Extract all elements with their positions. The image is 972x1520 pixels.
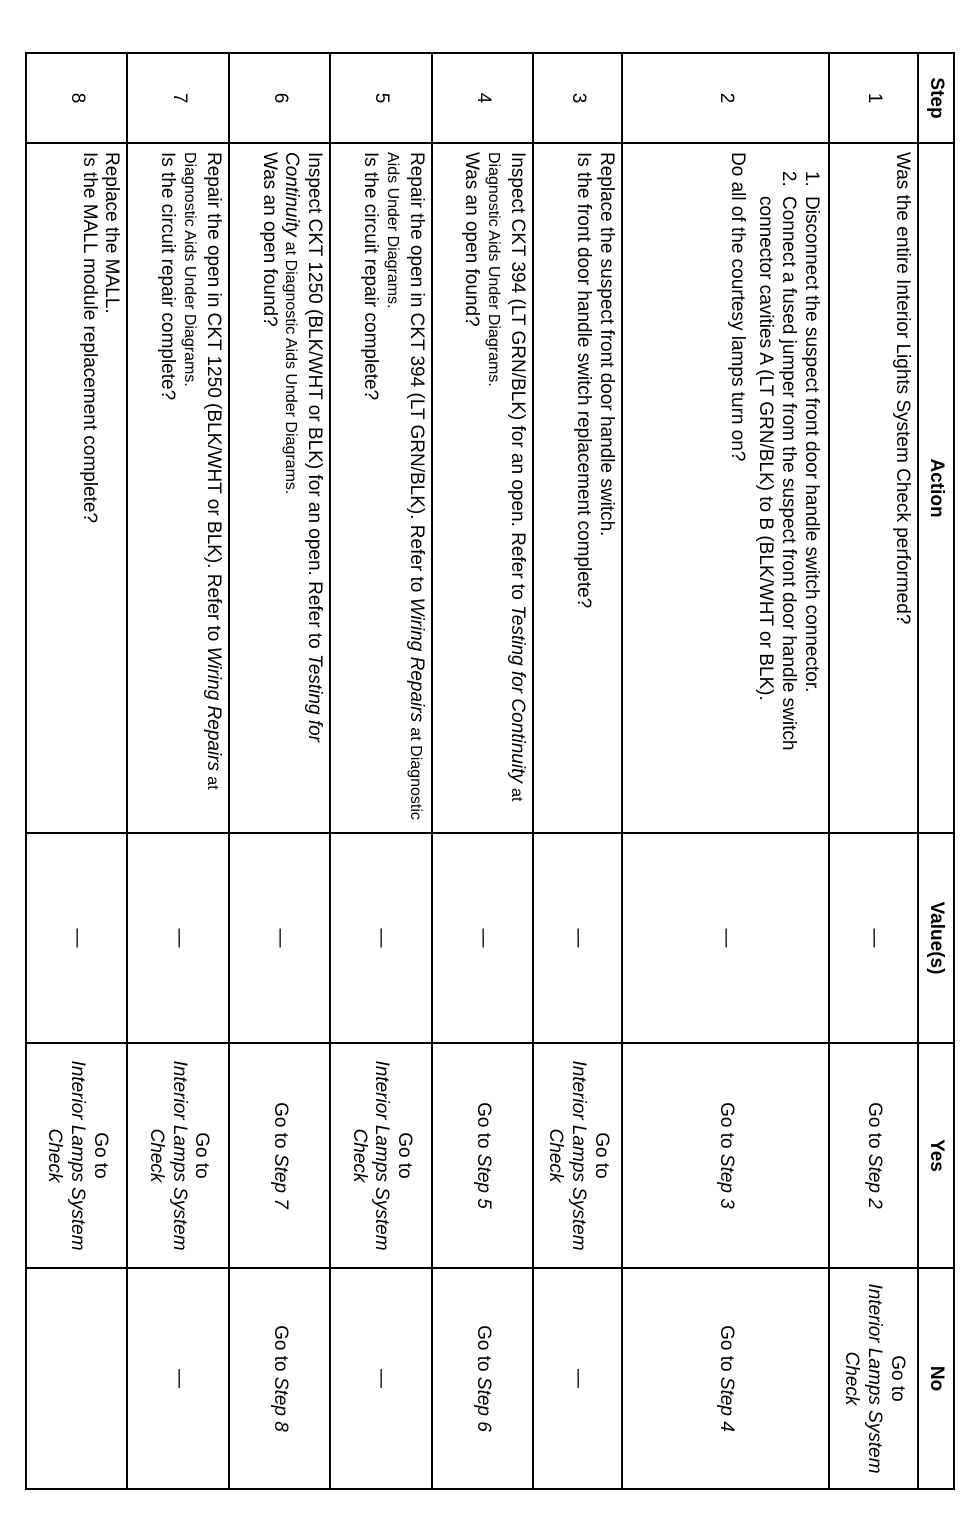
value-cell: — <box>26 833 127 1043</box>
yes-cell <box>533 1043 622 1268</box>
yes-target: Interior Lamps System Check <box>44 1060 89 1251</box>
action-question: Is the circuit repair complete? <box>157 152 179 401</box>
rotated-table-wrapper <box>25 52 955 1488</box>
value-cell: — <box>229 833 330 1043</box>
action-reference: Wiring Repairs <box>405 597 427 723</box>
no-cell <box>622 1268 829 1489</box>
yes-cell <box>229 1043 330 1268</box>
action-cell <box>432 143 533 833</box>
diagnostic-table <box>25 52 955 1490</box>
action-reference: Testing for Continuity <box>281 152 326 742</box>
action-cell <box>829 143 918 833</box>
action-text <box>280 152 326 824</box>
yes-target: Step 3 <box>715 1153 737 1209</box>
table-row <box>829 53 918 1489</box>
header-no: No <box>918 1268 954 1489</box>
yes-cell <box>127 1043 228 1268</box>
yes-target: Interior Lamps System Check <box>348 1060 393 1251</box>
action-cell <box>127 143 228 833</box>
no-target: Step 6 <box>472 1376 494 1432</box>
action-text-main: Repair the open in CKT 1250 (BLK/WHT or BLK). Refer to <box>202 152 224 642</box>
header-step: Step <box>918 53 954 143</box>
table-row <box>127 53 228 1489</box>
table-row <box>229 53 330 1489</box>
value-cell: — <box>622 833 829 1043</box>
action-question: Was an open found? <box>461 152 483 327</box>
yes-prefix: Go to <box>590 1132 612 1179</box>
yes-prefix: Go to <box>89 1132 111 1179</box>
header-yes: Yes <box>918 1043 954 1268</box>
no-prefix: Go to <box>886 1355 908 1402</box>
yes-target: Interior Lamps System Check <box>145 1060 190 1251</box>
action-text: Replace the suspect front door handle switch. <box>596 152 618 537</box>
action-reference: Wiring Repairs <box>202 646 224 772</box>
table-row <box>330 53 431 1489</box>
yes-prefix: Go to <box>472 1102 494 1154</box>
action-cell <box>622 143 829 833</box>
action-question: Is the MALL module replacement complete? <box>78 152 100 524</box>
action-reference-location: at Diagnostic Aids Under Diagrams. <box>383 152 424 820</box>
yes-target: Step 7 <box>269 1153 291 1209</box>
yes-prefix: Go to <box>394 1132 416 1179</box>
no-cell <box>829 1268 918 1489</box>
action-cell <box>26 143 127 833</box>
no-prefix: Go to <box>472 1325 494 1377</box>
no-cell: — <box>330 1268 431 1489</box>
yes-prefix: Go to <box>863 1102 885 1154</box>
value-cell: — <box>432 833 533 1043</box>
no-cell: — <box>533 1268 622 1489</box>
no-cell <box>26 1268 127 1489</box>
value-cell: — <box>829 833 918 1043</box>
action-text <box>482 152 528 824</box>
action-question: Was the entire Interior Lights System Check performed? <box>892 152 913 625</box>
no-target: Step 4 <box>715 1376 737 1432</box>
action-text-main: Inspect CKT 1250 (BLK/WHT or BLK) for an open. Refer to <box>304 152 326 649</box>
action-cell <box>330 143 431 833</box>
no-cell <box>229 1268 330 1489</box>
value-cell: — <box>330 833 431 1043</box>
yes-cell <box>622 1043 829 1268</box>
action-text-main: Repair the open in CKT 394 (LT GRN/BLK). Refer to <box>405 152 427 593</box>
value-cell: — <box>533 833 622 1043</box>
action-cell <box>229 143 330 833</box>
header-action: Action <box>918 143 954 833</box>
no-target: Interior Lamps System Check <box>841 1283 885 1474</box>
yes-prefix: Go to <box>715 1102 737 1154</box>
action-text <box>178 152 224 824</box>
no-cell <box>432 1268 533 1489</box>
no-prefix: Go to <box>715 1325 737 1377</box>
table-row <box>432 53 533 1489</box>
action-reference-location: at Diagnostic Aids Under Diagrams. <box>282 241 300 495</box>
step-number: 6 <box>229 53 330 143</box>
action-reference: Testing for Continuity <box>507 605 529 783</box>
step-number: 5 <box>330 53 431 143</box>
action-question: Was an open found? <box>258 152 280 327</box>
value-cell: — <box>127 833 228 1043</box>
action-text-main: Inspect CKT 394 (LT GRN/BLK) for an open. Refer to <box>507 152 529 600</box>
yes-cell <box>26 1043 127 1268</box>
no-cell: — <box>127 1268 228 1489</box>
step-number: 1 <box>829 53 918 143</box>
action-reference-location: at Diagnostic Aids Under Diagrams. <box>485 152 526 802</box>
yes-cell <box>432 1043 533 1268</box>
action-reference-location: at Diagnostic Aids Under Diagrams. <box>181 152 221 790</box>
action-question: Do all of the courtesy lamps turn on? <box>726 152 748 462</box>
action-steps-list <box>754 152 822 824</box>
yes-target: Interior Lamps System Check <box>545 1060 589 1251</box>
header-row <box>918 53 954 1489</box>
step-number: 3 <box>533 53 622 143</box>
yes-cell <box>829 1043 918 1268</box>
step-number: 8 <box>26 53 127 143</box>
no-target: Step 8 <box>269 1376 291 1432</box>
yes-cell <box>330 1043 431 1268</box>
header-values: Value(s) <box>918 833 954 1043</box>
table-row <box>26 53 127 1489</box>
step-number: 4 <box>432 53 533 143</box>
action-text: Replace the MALL. <box>101 152 123 314</box>
yes-target: Step 5 <box>472 1153 494 1209</box>
yes-prefix: Go to <box>191 1132 213 1179</box>
table-row <box>533 53 622 1489</box>
list-item: 2. Connect a fused jumper from the suspect front door handle switch connector cavities A (LT GRN/BLK) to B (BLK/WHT or BLK). <box>754 192 800 824</box>
yes-target: Step 2 <box>863 1153 885 1209</box>
action-cell <box>533 143 622 833</box>
no-prefix: Go to <box>269 1325 291 1377</box>
list-item: 1. Disconnect the suspect front door handle switch connector. <box>799 192 822 824</box>
step-number: 7 <box>127 53 228 143</box>
step-number: 2 <box>622 53 829 143</box>
action-question: Is the circuit repair complete? <box>360 152 382 401</box>
action-text <box>381 152 427 824</box>
table-row <box>622 53 829 1489</box>
yes-prefix: Go to <box>269 1102 291 1154</box>
action-question: Is the front door handle switch replacement complete? <box>573 152 595 609</box>
